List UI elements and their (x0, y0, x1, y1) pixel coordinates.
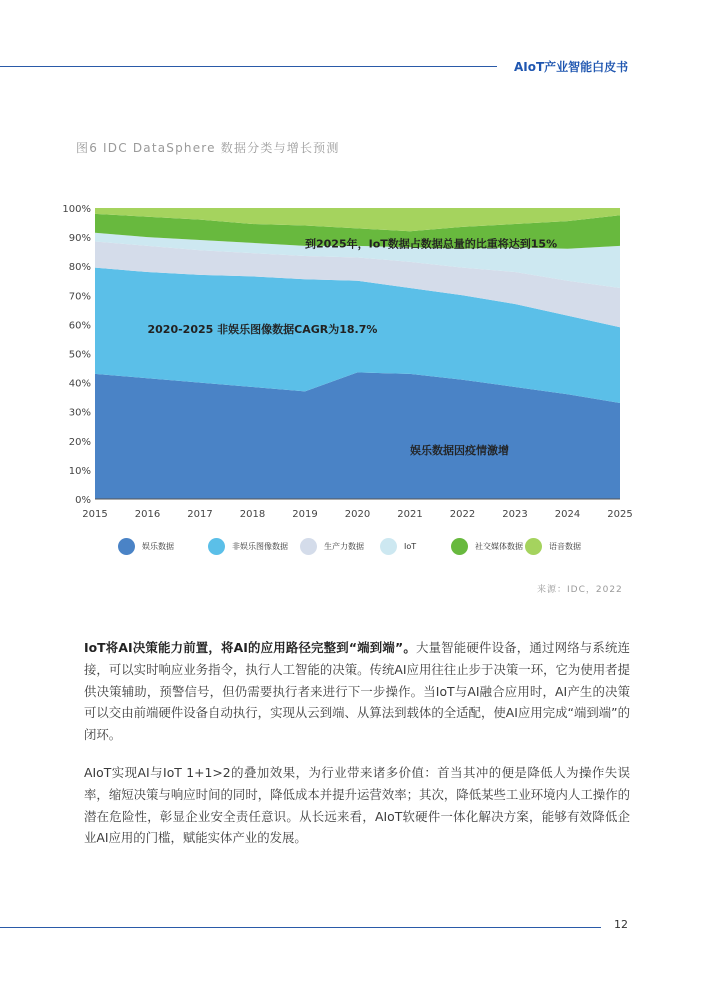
area-series-1 (95, 372, 620, 499)
x-tick-label: 2017 (187, 509, 213, 520)
legend-swatch (451, 538, 468, 555)
y-tick-label: 80% (68, 262, 91, 274)
legend-label: IoT (404, 541, 417, 551)
x-tick-label: 2023 (502, 509, 528, 520)
paragraph-1 (84, 637, 630, 746)
legend-swatch (300, 538, 317, 555)
figure-source: 来源：IDC，2022 (537, 585, 623, 595)
x-tick-label: 2025 (607, 509, 633, 520)
y-tick-label: 0% (75, 495, 91, 506)
legend-label: 语音数据 (549, 541, 581, 551)
y-tick-label: 60% (68, 320, 91, 332)
y-tick-label: 70% (68, 291, 91, 303)
paragraph-1-text: 大量智能硬件设备，通过网络与系统连接，可以实时响应业务指令，执行人工智能的决策。传统AI应用往往止步于决策一环，它为使用者提供决策辅助，预警信号，但仍需要执行者来进行下一步操作。当IoT与AI融合应用时，AI产生的决策可以交由前端硬件设备自动执行，实现从云到端、从算法到载体的全适配，使AI应用完成“端到端”的闭环。 (84, 640, 630, 743)
x-tick-label: 2024 (554, 509, 581, 520)
legend-item (118, 537, 174, 555)
legend-item (380, 537, 416, 555)
y-tick-label: 30% (68, 407, 91, 419)
footer-rule (0, 927, 601, 928)
header-rule (0, 66, 497, 67)
y-tick-label: 40% (68, 378, 91, 390)
x-tick-label: 2019 (292, 509, 318, 520)
y-tick-label: 20% (68, 436, 91, 448)
legend-swatch (118, 538, 135, 555)
legend-item (525, 537, 581, 555)
x-tick-label: 2021 (397, 509, 423, 520)
paragraph-1-lead: IoT将AI决策能力前置，将AI的应用路径完整到“端到端”。 (84, 640, 416, 655)
x-tick-label: 2022 (449, 509, 476, 520)
x-tick-label: 2020 (344, 509, 371, 520)
header-title: AIoT产业智能白皮书 (514, 60, 629, 74)
stacked-area-chart (60, 196, 640, 526)
x-tick-label: 2018 (239, 509, 266, 520)
figure-caption: 图6 IDC DataSphere 数据分类与增长预测 (76, 141, 340, 155)
chart-legend (118, 537, 618, 555)
y-tick-label: 100% (62, 204, 91, 215)
legend-item (300, 537, 364, 555)
legend-label: 生产力数据 (324, 541, 364, 551)
y-tick-label: 50% (68, 349, 91, 361)
x-tick-label: 2015 (82, 509, 108, 520)
chart-annotation: 娱乐数据因疫情激增 (410, 443, 509, 457)
legend-swatch (208, 538, 225, 555)
chart-annotation: 到2025年，IoT数据占数据总量的比重将达到15% (305, 237, 558, 251)
y-tick-label: 90% (68, 233, 91, 245)
legend-label: 社交媒体数据 (475, 541, 523, 551)
legend-item (208, 537, 288, 555)
paragraph-2: AIoT实现AI与IoT 1+1>2的叠加效果，为行业带来诸多价值：首当其冲的便是降低人为操作失误率，缩短决策与响应时间的同时，降低成本并提升运营效率；其次，降低某些工业环境内人工操作的潜在危险性，彰显企业安全责任意识。从长远来看，AIoT软硬件一体化解决方案，能够有效降低企业AI应用的门槛，赋能实体产业的发展。 (84, 765, 630, 846)
legend-swatch (380, 538, 397, 555)
x-tick-label: 2016 (134, 509, 161, 520)
page-number: 12 (614, 918, 628, 931)
legend-swatch (525, 538, 542, 555)
legend-label: 非娱乐图像数据 (232, 541, 288, 551)
chart-annotation: 2020-2025 非娱乐图像数据CAGR为18.7% (147, 323, 378, 337)
legend-item (451, 537, 523, 555)
legend-label: 娱乐数据 (142, 541, 174, 551)
y-tick-label: 10% (68, 465, 91, 477)
